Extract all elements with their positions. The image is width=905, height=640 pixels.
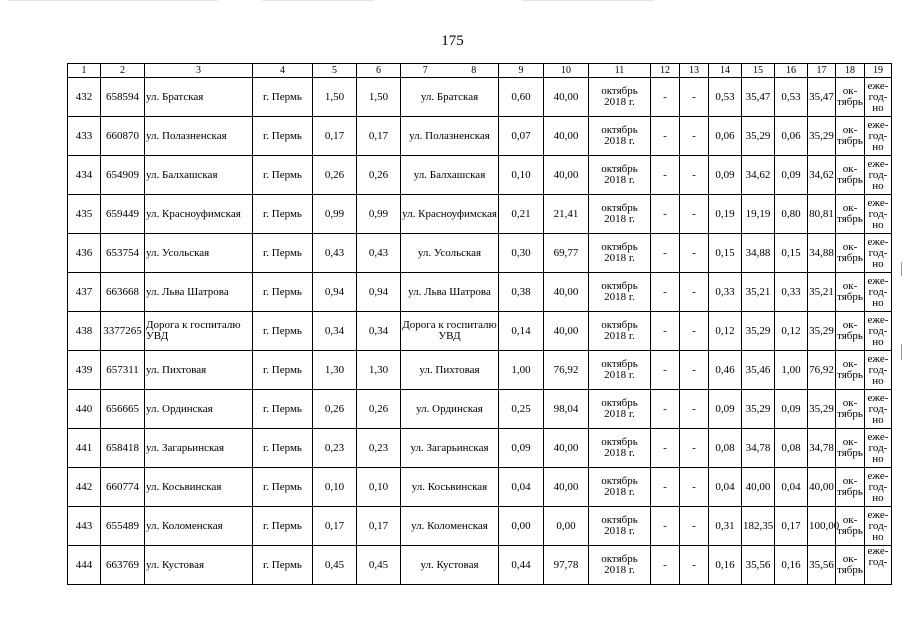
month-cell: ок-тябрь (836, 507, 865, 546)
col10-cell: 40,00 (544, 156, 589, 195)
header-cell: 3 (145, 64, 253, 78)
col17-cell: 34,88 (808, 234, 836, 273)
col6-cell: 0,17 (357, 117, 401, 156)
row-number-cell: 433 (68, 117, 101, 156)
frequency-cell: еже-год- (865, 546, 892, 585)
col10-cell: 40,00 (544, 312, 589, 351)
road-code-cell: 658418 (101, 429, 145, 468)
col9-cell: 0,21 (499, 195, 544, 234)
city-cell: г. Пермь (253, 507, 313, 546)
col14-cell: 0,09 (709, 156, 742, 195)
col15-cell: 40,00 (742, 468, 775, 507)
city-cell: г. Пермь (253, 273, 313, 312)
date-cell: октябрь 2018 г. (589, 429, 651, 468)
table-row (68, 117, 892, 156)
col14-cell: 0,04 (709, 468, 742, 507)
col17-cell: 76,92 (808, 351, 836, 390)
col12-cell: - (651, 429, 680, 468)
col12-cell: - (651, 507, 680, 546)
col9-cell: 0,30 (499, 234, 544, 273)
col6-cell: 0,26 (357, 390, 401, 429)
header-cell: 10 (544, 64, 589, 78)
col13-cell: - (680, 234, 709, 273)
road-code-cell: 3377265 (101, 312, 145, 351)
col17-cell: 35,56 (808, 546, 836, 585)
header-cell: 18 (836, 64, 865, 78)
street-name-cell: ул. Братская (145, 78, 253, 117)
road-code-cell: 659449 (101, 195, 145, 234)
col5-cell: 0,10 (313, 468, 357, 507)
col10-cell: 69,77 (544, 234, 589, 273)
col14-cell: 0,09 (709, 390, 742, 429)
date-cell: октябрь 2018 г. (589, 390, 651, 429)
header-cell: 7 (422, 65, 428, 76)
col16-cell: 0,17 (775, 507, 808, 546)
road-name-cell: ул. Балхашская (401, 156, 499, 195)
row-number-cell: 434 (68, 156, 101, 195)
month-cell: ок-тябрь (836, 468, 865, 507)
col16-cell: 0,80 (775, 195, 808, 234)
table-row (68, 78, 892, 117)
header-cell: 13 (680, 64, 709, 78)
col16-cell: 0,16 (775, 546, 808, 585)
col17-cell: 40,00 (808, 468, 836, 507)
road-code-cell: 660870 (101, 117, 145, 156)
street-name-cell: ул. Льва Шатрова (145, 273, 253, 312)
road-code-cell: 663769 (101, 546, 145, 585)
col9-cell: 0,38 (499, 273, 544, 312)
header-row (68, 64, 892, 78)
frequency-cell: еже-год-но (865, 117, 892, 156)
street-name-cell: ул. Кустовая (145, 546, 253, 585)
table-row (68, 351, 892, 390)
street-name-cell: ул. Усольская (145, 234, 253, 273)
col9-cell: 0,44 (499, 546, 544, 585)
table-row (68, 195, 892, 234)
road-name-cell: ул. Ординская (401, 390, 499, 429)
col5-cell: 1,30 (313, 351, 357, 390)
month-cell: ок-тябрь (836, 156, 865, 195)
street-name-cell: ул. Балхашская (145, 156, 253, 195)
road-name-cell: Дорога к госпиталю УВД (401, 312, 499, 351)
col6-cell: 0,43 (357, 234, 401, 273)
road-name-cell: ул. Коломенская (401, 507, 499, 546)
col12-cell: - (651, 390, 680, 429)
frequency-cell: еже-год-но (865, 429, 892, 468)
col17-cell: 35,29 (808, 312, 836, 351)
col14-cell: 0,16 (709, 546, 742, 585)
col12-cell: - (651, 234, 680, 273)
row-number-cell: 442 (68, 468, 101, 507)
date-cell: октябрь 2018 г. (589, 546, 651, 585)
road-name-cell: ул. Полазненская (401, 117, 499, 156)
col6-cell: 0,34 (357, 312, 401, 351)
city-cell: г. Пермь (253, 117, 313, 156)
col9-cell: 0,04 (499, 468, 544, 507)
col17-cell: 35,21 (808, 273, 836, 312)
header-cell: 17 (808, 64, 836, 78)
col14-cell: 0,08 (709, 429, 742, 468)
city-cell: г. Пермь (253, 351, 313, 390)
col13-cell: - (680, 273, 709, 312)
month-cell: ок-тябрь (836, 234, 865, 273)
header-cell: 1 (68, 64, 101, 78)
col14-cell: 0,12 (709, 312, 742, 351)
col17-cell: 34,62 (808, 156, 836, 195)
table-row (68, 312, 892, 351)
street-name-cell: ул. Полазненская (145, 117, 253, 156)
month-cell: ок-тябрь (836, 78, 865, 117)
col14-cell: 0,06 (709, 117, 742, 156)
col13-cell: - (680, 351, 709, 390)
col9-cell: 0,09 (499, 429, 544, 468)
road-code-cell: 660774 (101, 468, 145, 507)
col10-cell: 40,00 (544, 78, 589, 117)
col15-cell: 34,62 (742, 156, 775, 195)
city-cell: г. Пермь (253, 156, 313, 195)
col10-cell: 76,92 (544, 351, 589, 390)
col6-cell: 0,99 (357, 195, 401, 234)
table-row (68, 273, 892, 312)
col5-cell: 0,45 (313, 546, 357, 585)
col10-cell: 21,41 (544, 195, 589, 234)
col17-cell: 35,29 (808, 390, 836, 429)
col13-cell: - (680, 156, 709, 195)
col13-cell: - (680, 390, 709, 429)
row-number-cell: 444 (68, 546, 101, 585)
col6-cell: 0,23 (357, 429, 401, 468)
col15-cell: 35,46 (742, 351, 775, 390)
date-cell: октябрь 2018 г. (589, 351, 651, 390)
col12-cell: - (651, 468, 680, 507)
col15-cell: 35,56 (742, 546, 775, 585)
frequency-cell: еже-год-но (865, 273, 892, 312)
road-code-cell: 656665 (101, 390, 145, 429)
date-cell: октябрь 2018 г. (589, 312, 651, 351)
col9-cell: 1,00 (499, 351, 544, 390)
col15-cell: 34,88 (742, 234, 775, 273)
month-cell: ок-тябрь (836, 273, 865, 312)
table-row (68, 546, 892, 585)
col10-cell: 97,78 (544, 546, 589, 585)
header-cell-pair (401, 64, 499, 78)
header-cell: 9 (499, 64, 544, 78)
col9-cell: 0,60 (499, 78, 544, 117)
col10-cell: 40,00 (544, 429, 589, 468)
frequency-cell: еже-год-но (865, 78, 892, 117)
month-cell: ок-тябрь (836, 117, 865, 156)
header-cell: 11 (589, 64, 651, 78)
frequency-cell: еже-год-но (865, 507, 892, 546)
table-row (68, 234, 892, 273)
col14-cell: 0,15 (709, 234, 742, 273)
road-code-cell: 663668 (101, 273, 145, 312)
col6-cell: 0,26 (357, 156, 401, 195)
street-name-cell: ул. Коломенская (145, 507, 253, 546)
date-cell: октябрь 2018 г. (589, 195, 651, 234)
road-name-cell: ул. Пихтовая (401, 351, 499, 390)
road-name-cell: ул. Красноуфимская (401, 195, 499, 234)
col16-cell: 0,06 (775, 117, 808, 156)
frequency-cell: еже-год-но (865, 390, 892, 429)
date-cell: октябрь 2018 г. (589, 273, 651, 312)
col5-cell: 0,43 (313, 234, 357, 273)
row-number-cell: 438 (68, 312, 101, 351)
col15-cell: 35,29 (742, 117, 775, 156)
city-cell: г. Пермь (253, 234, 313, 273)
col12-cell: - (651, 156, 680, 195)
frequency-cell: еже-год-но (865, 468, 892, 507)
col17-cell: 80,81 (808, 195, 836, 234)
month-cell: ок-тябрь (836, 429, 865, 468)
month-cell: ок-тябрь (836, 351, 865, 390)
col13-cell: - (680, 546, 709, 585)
col12-cell: - (651, 312, 680, 351)
road-name-cell: ул. Кустовая (401, 546, 499, 585)
col10-cell: 40,00 (544, 273, 589, 312)
col13-cell: - (680, 468, 709, 507)
table-row (68, 390, 892, 429)
col6-cell: 0,17 (357, 507, 401, 546)
col5-cell: 0,17 (313, 117, 357, 156)
frequency-cell: еже-год-но (865, 195, 892, 234)
scan-edge-mark (901, 344, 902, 360)
col15-cell: 182,35 (742, 507, 775, 546)
header-cell: 19 (865, 64, 892, 78)
col10-cell: 98,04 (544, 390, 589, 429)
header-cell: 2 (101, 64, 145, 78)
col16-cell: 0,08 (775, 429, 808, 468)
col9-cell: 0,00 (499, 507, 544, 546)
header-cell: 16 (775, 64, 808, 78)
date-cell: октябрь 2018 г. (589, 234, 651, 273)
header-cell: 8 (471, 65, 477, 76)
col17-cell: 34,78 (808, 429, 836, 468)
header-cell: 4 (253, 64, 313, 78)
col16-cell: 1,00 (775, 351, 808, 390)
row-number-cell: 436 (68, 234, 101, 273)
col17-cell: 100,00 (808, 507, 836, 546)
col10-cell: 0,00 (544, 507, 589, 546)
table-row (68, 429, 892, 468)
col12-cell: - (651, 273, 680, 312)
col13-cell: - (680, 429, 709, 468)
row-number-cell: 435 (68, 195, 101, 234)
header-cell: 6 (357, 64, 401, 78)
frequency-cell: еже-год-но (865, 312, 892, 351)
col13-cell: - (680, 78, 709, 117)
col9-cell: 0,25 (499, 390, 544, 429)
city-cell: г. Пермь (253, 429, 313, 468)
road-code-cell: 658594 (101, 78, 145, 117)
frequency-cell: еже-год-но (865, 156, 892, 195)
road-name-cell: ул. Косьвинская (401, 468, 499, 507)
frequency-cell: еже-год-но (865, 234, 892, 273)
col15-cell: 35,47 (742, 78, 775, 117)
month-cell: ок-тябрь (836, 312, 865, 351)
road-name-cell: ул. Братская (401, 78, 499, 117)
date-cell: октябрь 2018 г. (589, 156, 651, 195)
date-cell: октябрь 2018 г. (589, 78, 651, 117)
col13-cell: - (680, 312, 709, 351)
col5-cell: 0,26 (313, 390, 357, 429)
col6-cell: 0,10 (357, 468, 401, 507)
col17-cell: 35,47 (808, 78, 836, 117)
col15-cell: 35,29 (742, 312, 775, 351)
date-cell: октябрь 2018 г. (589, 117, 651, 156)
col10-cell: 40,00 (544, 117, 589, 156)
street-name-cell: ул. Ординская (145, 390, 253, 429)
row-number-cell: 437 (68, 273, 101, 312)
street-name-cell: ул. Загарьинская (145, 429, 253, 468)
col9-cell: 0,14 (499, 312, 544, 351)
city-cell: г. Пермь (253, 312, 313, 351)
city-cell: г. Пермь (253, 546, 313, 585)
scan-edge-line (522, 0, 654, 1)
roads-table (67, 63, 892, 585)
month-cell: ок-тябрь (836, 546, 865, 585)
road-name-cell: ул. Загарьинская (401, 429, 499, 468)
col5-cell: 0,17 (313, 507, 357, 546)
row-number-cell: 432 (68, 78, 101, 117)
table-row (68, 156, 892, 195)
col16-cell: 0,09 (775, 156, 808, 195)
street-name-cell: Дорога к госпиталю УВД (145, 312, 253, 351)
city-cell: г. Пермь (253, 390, 313, 429)
road-code-cell: 655489 (101, 507, 145, 546)
col12-cell: - (651, 78, 680, 117)
col9-cell: 0,07 (499, 117, 544, 156)
header-cell: 14 (709, 64, 742, 78)
road-name-cell: ул. Льва Шатрова (401, 273, 499, 312)
road-code-cell: 654909 (101, 156, 145, 195)
col15-cell: 35,29 (742, 390, 775, 429)
col13-cell: - (680, 195, 709, 234)
col5-cell: 0,34 (313, 312, 357, 351)
row-number-cell: 439 (68, 351, 101, 390)
col12-cell: - (651, 546, 680, 585)
col6-cell: 1,30 (357, 351, 401, 390)
col12-cell: - (651, 195, 680, 234)
city-cell: г. Пермь (253, 195, 313, 234)
road-name-cell: ул. Усольская (401, 234, 499, 273)
month-cell: ок-тябрь (836, 390, 865, 429)
page-number: 175 (441, 33, 464, 49)
month-cell: ок-тябрь (836, 195, 865, 234)
scan-edge-line (262, 0, 374, 1)
col6-cell: 0,45 (357, 546, 401, 585)
col16-cell: 0,33 (775, 273, 808, 312)
street-name-cell: ул. Косьвинская (145, 468, 253, 507)
row-number-cell: 443 (68, 507, 101, 546)
col16-cell: 0,15 (775, 234, 808, 273)
col6-cell: 1,50 (357, 78, 401, 117)
city-cell: г. Пермь (253, 78, 313, 117)
col14-cell: 0,19 (709, 195, 742, 234)
col14-cell: 0,33 (709, 273, 742, 312)
date-cell: октябрь 2018 г. (589, 468, 651, 507)
street-name-cell: ул. Пихтовая (145, 351, 253, 390)
col15-cell: 19,19 (742, 195, 775, 234)
col15-cell: 35,21 (742, 273, 775, 312)
col5-cell: 1,50 (313, 78, 357, 117)
header-cell: 5 (313, 64, 357, 78)
col5-cell: 0,26 (313, 156, 357, 195)
scan-edge-line (8, 0, 218, 1)
date-cell: октябрь 2018 г. (589, 507, 651, 546)
scan-edge-mark (901, 262, 902, 276)
col13-cell: - (680, 117, 709, 156)
col5-cell: 0,94 (313, 273, 357, 312)
row-number-cell: 440 (68, 390, 101, 429)
col14-cell: 0,31 (709, 507, 742, 546)
col13-cell: - (680, 507, 709, 546)
col12-cell: - (651, 351, 680, 390)
table-row (68, 468, 892, 507)
col12-cell: - (651, 117, 680, 156)
col5-cell: 0,23 (313, 429, 357, 468)
header-cell: 15 (742, 64, 775, 78)
col16-cell: 0,53 (775, 78, 808, 117)
street-name-cell: ул. Красноуфимская (145, 195, 253, 234)
col10-cell: 40,00 (544, 468, 589, 507)
col17-cell: 35,29 (808, 117, 836, 156)
col16-cell: 0,04 (775, 468, 808, 507)
table-row (68, 507, 892, 546)
col5-cell: 0,99 (313, 195, 357, 234)
col9-cell: 0,10 (499, 156, 544, 195)
row-number-cell: 441 (68, 429, 101, 468)
col14-cell: 0,46 (709, 351, 742, 390)
col15-cell: 34,78 (742, 429, 775, 468)
road-code-cell: 653754 (101, 234, 145, 273)
frequency-cell: еже-год-но (865, 351, 892, 390)
col6-cell: 0,94 (357, 273, 401, 312)
col16-cell: 0,09 (775, 390, 808, 429)
col16-cell: 0,12 (775, 312, 808, 351)
header-cell: 12 (651, 64, 680, 78)
col14-cell: 0,53 (709, 78, 742, 117)
road-code-cell: 657311 (101, 351, 145, 390)
city-cell: г. Пермь (253, 468, 313, 507)
